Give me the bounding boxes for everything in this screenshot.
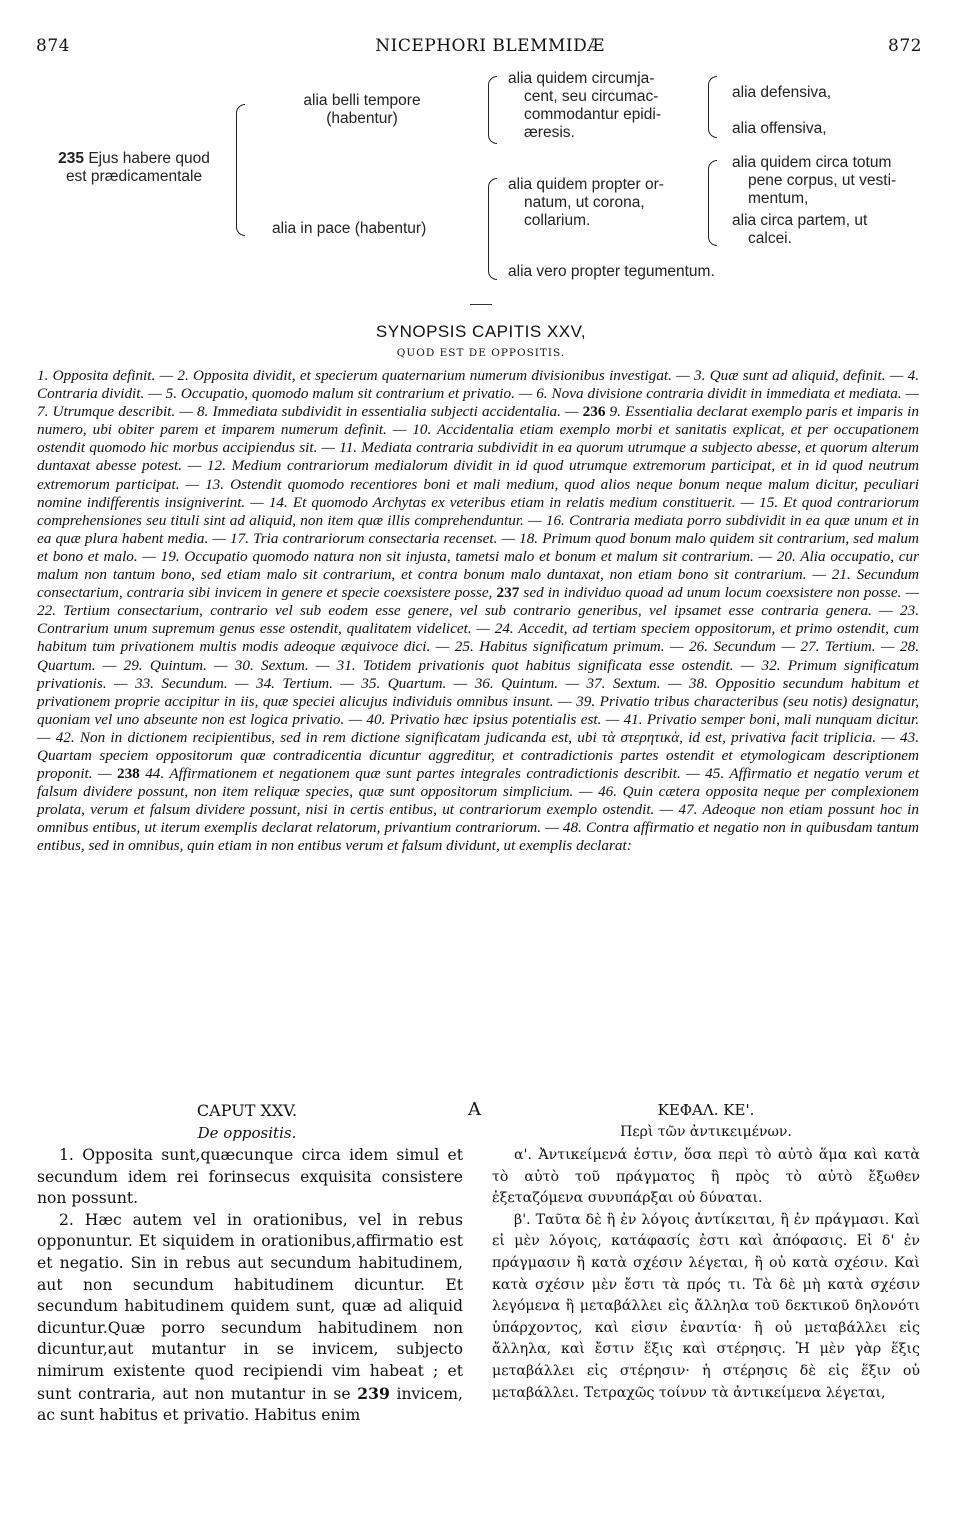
- column-marker: A: [468, 1099, 481, 1120]
- root-brace: [236, 104, 245, 236]
- synopsis-text-d: 44. Affirmationem et negationem quæ sunt partes integrales contradictionis describit. — 45. Affirmatio et negatio verum et falsum dividere possunt, non item reliquæ species, quæ sunt oppositorum simplicium. — 46. Quin cætera opposita neque per complexionem prolata, verum et falsum dividere possunt, nisi in certis entibus, ut contrariorum exemplo ostendit. — 47. Adeoque non etiam possunt hoc in omnibus entibus, ut iterum exemplis declarat relatorum, privantium contrariorum. — 48. Contra affirmatio et negatio non in quibusdam tantum entibus, sed in omnibus, quin etiam in non entibus verum et falsum dividunt, ut exemplis declarat:: [37, 765, 919, 855]
- margin-number: 236: [582, 403, 606, 421]
- totum-line: pene corpus, ut vesti-: [748, 172, 897, 189]
- running-title: NICEPHORI BLEMMIDÆ: [375, 36, 605, 56]
- greek-chapter-subtitle: Περὶ τῶν ἀντικειμένων.: [620, 1124, 792, 1140]
- tree-partem: [732, 212, 930, 248]
- latin-paragraph-end: invicem, ac sunt habitus et privatio. Habitus enim: [37, 1384, 463, 1425]
- partem-line: calcei.: [748, 230, 792, 247]
- synopsis-text-c: sed in individuo quoad ad unum locum coexsistere non posse. — 22. Tertium consectarium, contrario vel sub eodem esse genere, vel sub contrario generibus, vel ipsamet esse contraria genera. — 23. Contrarium unum supremum genus esse ostendit, qualitatem videlicet. — 24. Accedit, ad tertiam speciem oppositorum, et primo ostendit, cum habitum tum privationem multis modis adeoque æquivoce dici. — 25. Habitus significatum primum. — 26. Secundum — 27. Tertium. — 28. Quartum. — 29. Quintum. — 30. Sextum. — 31. Totidem privationis quot habitus significata esse ostendit. — 32. Primum significatum privationis. — 33. Secundum. — 34. Tertium. — 35. Quartum. — 36. Quintum. — 37. Sextum. — 38. Oppositio secundum habitum et privationem proprie accipitur in iis, quæ speciei alicujus individuis omnibus insunt. — 39. Privatio tribus characteribus (seu notis) designatur, quoniam vel uno abseunte non est logica privatio. — 40. Privatio hæc ipsius potentialis est. — 41. Privatio semper boni, mali nunquam dicitur. — 42. Non in dictionem recipientibus, sed in rem dictione significatam judicanda est, ubi τὰ στερητικὰ, id est, privativa facit triplicia. — 43. Quartam speciem oppositorum quæ contradicentia dicuntur aggreditur, et contradictionis partes ostendit et etymologicam descriptionem proponit. —: [37, 584, 920, 783]
- section-divider: [470, 304, 492, 305]
- greek-paragraph: β'. Ταῦτα δὲ ἢ ἐν λόγοις ἀντίκειται, ἢ ἐν πράγμασι. Καὶ εἰ μὲν λόγοις, κατάφασίς ἐστι καὶ ἀπόφασις. Εἰ δ' ἐν πράγμασιν ἢ κατὰ σχέσιν λέγεται, ἢ οὐ κατὰ σχέσιν. Καὶ κατὰ σχέσιν μὲν ἔστι τὰ πρός τι. Τὰ δὲ μὴ κατὰ σχέσιν λεγόμενα ἢ μεταβάλλει εἰς ἄλληλα τοῦ δεκτικοῦ δηλονότι ὑπάρχοντος, καὶ εἰσιν ἐναντία· ἢ οὐ μεταβάλλει εἰς ἄλληλα, καὶ ἔστιν ἕξις καὶ στέρησις. Ἡ μὲν γὰρ ἕξις μεταβάλλει εἰς στέρησιν· ἡ στέρησις δὲ εἰς ἕξιν οὐ μεταβάλλει. Τετραχῶς τοίνυν τὰ ἀντικείμενα λέγεται,: [492, 1211, 920, 1401]
- tree-offensiva: alia offensiva,: [732, 120, 827, 137]
- circumjacent-line: cent, seu circumac-: [524, 88, 659, 105]
- synopsis-text: [37, 367, 919, 856]
- pace-brace: [488, 178, 497, 280]
- circumjacent-brace: [708, 76, 717, 138]
- ornatum-line: natum, ut corona,: [524, 194, 645, 211]
- latin-chapter-subtitle: De oppositis.: [197, 1124, 297, 1142]
- latin-paragraph: 1. Opposita sunt,quæcunque circa idem simul et secundum idem rei forinsecus exquisita consistere non possunt.: [37, 1146, 463, 1208]
- tree-belli: [262, 92, 462, 128]
- margin-number: 239: [357, 1383, 390, 1403]
- tree-root-line2: est prædicamentale: [65, 168, 203, 185]
- latin-paragraph: [37, 1210, 463, 1427]
- ornatum-line: collarium.: [524, 212, 591, 229]
- synopsis-text-b: 9. Essentialia declarat exemplo paris et imparis in numero, ubi obiter parem et imparem numerum definit. — 10. Accidentalia etiam exemplo morbi et sanitatis explicat, et per occupationem ostendit quomodo hic morbus accipiendus sit. — 11. Mediata contraria subdividit in ea quorum utrumque a subjecto abesse, et quorum alterum duntaxat abesse potest. — 12. Medium contrariorum medialorum dividit in id quod utrumque extremorum participat, et in id quod neutrum extremorum participat. — 13. Ostendit quomodo recentiores boni et mali medium, quod alios neque bonum neque malum dicitur, peculiari nomine indifferentis insigniverint. — 14. Et quomodo Archytas ex veteribus etiam in relatis medium constituerit. — 15. Et quod contrariorum comprehensiones seu tituli sint ad aliquid, non item quæ illis comprehenduntur. — 16. Contraria mediata porro subdividit in ea quæ unum et in ea quæ plura habent media. — 17. Tria contrariorum consectaria recenset. — 18. Primum quod bonum malo quidem sit contrarium, sed malum et bono et malo. — 19. Occupatio quomodo natura non sit injusta, tametsi malo et bonum et malum sit contrarium. — 20. Alia occupatio, cur malum non tantum bono, sed etiam malo sit contrarium, et contra bonum malo duntaxat, non etiam bono sit contrarium. — 21. Secundum consectarium, contraria sibi invicem in genere et specie coexsistere posse,: [37, 403, 919, 602]
- tree-ornatum: [508, 176, 704, 230]
- partem-line: alia circa partem, ut: [732, 212, 868, 229]
- tree-tegumentum: alia vero propter tegumentum.: [508, 263, 715, 280]
- page-number-left: 874: [36, 36, 70, 56]
- synopsis-text-a: 1. Opposita definit. — 2. Opposita dividit, et specierum quaternarium numerum divisionibus investigat. — 3. Quæ sunt ad aliquid, definit. — 4. Contraria dividit. — 5. Occupatio, quomodo malum sit contrarium et privatio. — 6. Nova divisione contraria dividit in immediata et mediata. — 7. Utrumque describit. — 8. Immediata subdividit in essentialia subjecti accidentalia. —: [37, 367, 919, 421]
- margin-number: 235: [58, 150, 85, 167]
- page-number-right: 872: [888, 36, 922, 56]
- synopsis-title: SYNOPSIS CAPITIS XXV,: [375, 322, 587, 341]
- greek-chapter-title: ΚΕΦΑΛ. ΚΕ'.: [657, 1101, 755, 1119]
- belli-brace: [488, 76, 497, 144]
- ornatum-line: alia quidem propter or-: [508, 176, 664, 193]
- greek-paragraph: α'. Ἀντικείμενά ἐστιν, ὅσα περὶ τὸ αὐτὸ ἅμα καὶ κατὰ τὸ αὐτὸ τοῦ πράγματος ἢ πρὸς τὸ αὐτὸ ἔξωθεν ἐξεταζόμενα συνυπάρξαι οὐ δύναται.: [492, 1147, 920, 1207]
- circumjacent-line: alia quidem circumja-: [508, 70, 655, 87]
- tree-defensiva: alia defensiva,: [732, 84, 832, 101]
- latin-column: [37, 1145, 463, 1427]
- ornatum-brace: [708, 160, 717, 246]
- latin-chapter-title: CAPUT XXV.: [196, 1101, 298, 1120]
- latin-paragraph-text: 2. Hæc autem vel in orationibus, vel in rebus opponuntur. Et siquidem in orationibus,affirmatio est et negatio. Sin in rebus aut secundum habitudinem, aut non secundum habitudinem dicuntur. Et secundum habitudinem quidem sunt, quæ ad aliquid dicuntur.Quæ porro secundum habitudinem non dicuntur,aut mutantur in se invicem, subjecto nimirum existente quod recipiendi vim habeat ; et sunt contraria, aut non mutantur in se: [37, 1210, 463, 1403]
- tree-root: [34, 150, 234, 186]
- tree-belli-line1: alia belli tempore: [303, 92, 421, 109]
- synopsis-subtitle: QUOD EST DE OPPOSITIS.: [396, 347, 566, 359]
- tree-belli-line2: (habentur): [326, 110, 398, 127]
- greek-column: [492, 1145, 920, 1404]
- tree-totum: [732, 154, 930, 208]
- tree-root-line1: Ejus habere quod: [88, 150, 210, 167]
- margin-number: 237: [496, 584, 520, 602]
- tree-circumjacent: [508, 70, 704, 142]
- tree-pace: alia in pace (habentur): [272, 220, 427, 237]
- circumjacent-line: æresis.: [524, 124, 575, 141]
- totum-line: mentum,: [748, 190, 809, 207]
- totum-line: alia quidem circa totum: [732, 154, 892, 171]
- margin-number: 238: [116, 765, 140, 783]
- circumjacent-line: commodantur epidi-: [524, 106, 661, 123]
